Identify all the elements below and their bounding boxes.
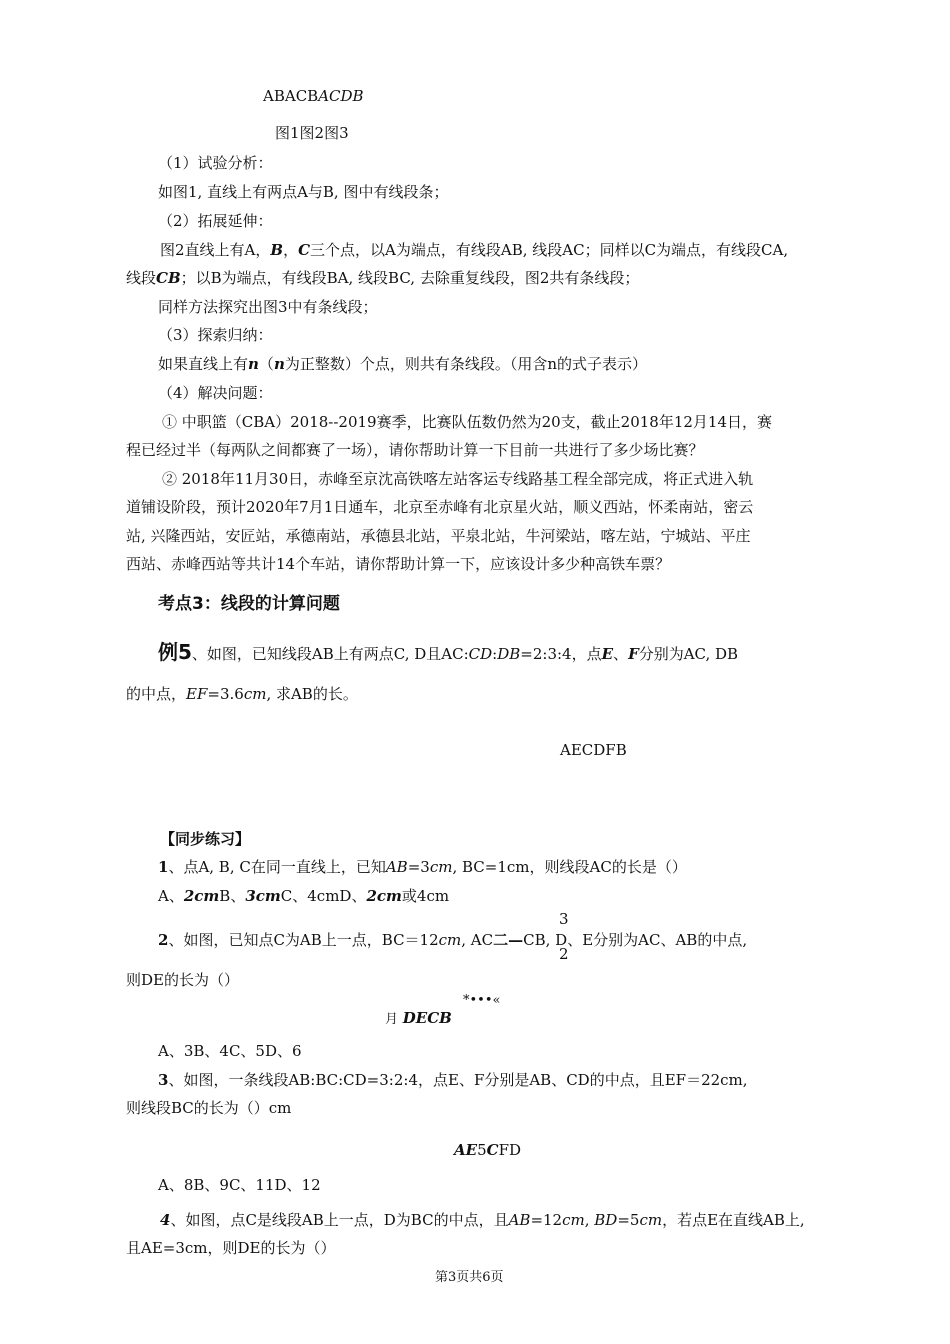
question-2-line1: ② 2018年11月30日，赤峰至京沈高铁喀左站客运专线路基工程全部完成，将正式进入轨	[162, 470, 754, 488]
text: 、点A, B, C在同一直线上，已知	[168, 858, 386, 876]
problem-2-frac-bottom: 2	[559, 945, 569, 963]
problem-number: 3	[158, 1071, 169, 1089]
page-footer: 第3页共6页	[435, 1270, 504, 1285]
text: =2:3:4，点	[520, 645, 602, 663]
text: 3cm	[245, 887, 281, 905]
text: 、如图，一条线段AB:BC:CD=3:2:4，点E、F分别是AB、CD的中点，且EF＝22cm,	[168, 1071, 748, 1089]
section-3-text	[158, 354, 647, 374]
problem-number: 2	[158, 931, 169, 949]
text: AB	[508, 1211, 531, 1229]
fig-labels-italic: ACDB	[318, 87, 364, 105]
sync-practice-title: 【同步练习】	[160, 830, 251, 848]
problem-2-figure-labels	[385, 1008, 452, 1030]
example-5-line1	[158, 642, 738, 664]
point-b: B	[270, 241, 284, 259]
text: FD	[498, 1141, 522, 1159]
text: （	[258, 355, 274, 373]
problem-4-line2: 且AE=3cm，则DE的长为（）	[126, 1239, 336, 1257]
var-n: n	[248, 355, 259, 373]
text: , BC=1cm，则线段AC的长是（）	[452, 858, 687, 876]
text: 5	[477, 1141, 487, 1159]
text: =12	[530, 1211, 563, 1229]
text: B、	[219, 887, 246, 905]
text: 线段	[126, 269, 157, 287]
text: cm	[562, 1211, 585, 1229]
problem-4	[160, 1210, 805, 1230]
text: 、如图，已知线段AB上有两点C, D且AC:	[191, 645, 469, 663]
problem-3	[158, 1070, 748, 1090]
text: CD	[468, 645, 493, 663]
text: EF	[186, 685, 208, 703]
text: 月	[385, 1012, 399, 1027]
question-1-line2: 程已经过半（每两队之间都赛了一场），请你帮助计算一下目前一共进行了多少场比赛？	[126, 441, 704, 459]
problem-2-options: A、3B、4C、5D、6	[158, 1042, 302, 1060]
text: 或4cm	[401, 887, 450, 905]
text: ，若点E在直线AB上,	[662, 1211, 805, 1229]
example-5-line2	[126, 684, 358, 704]
problem-3-line2: 则线段BC的长为（）cm	[126, 1099, 292, 1117]
var-n: n	[273, 355, 285, 373]
text: =3.6	[207, 685, 244, 703]
text: A、	[158, 887, 184, 905]
question-2-line2: 道铺设阶段，预计2020年7月1日通车，北京至赤峰有北京星火站，顺义西站，怀柔南站，密云	[126, 498, 754, 516]
kaodian-heading: 考点3：线段的计算问题	[158, 594, 340, 614]
text: CB, D、E分别为AC、AB的中点,	[523, 931, 748, 949]
problem-1-options	[158, 886, 449, 906]
figure-captions: 图1图2图3	[275, 124, 349, 142]
example-label: 例5	[158, 640, 192, 664]
text: 如果直线上有	[158, 355, 249, 373]
question-2-line4: 西站、赤峰西站等共计14个车站，请你帮助计算一下，应该设计多少种高铁车票？	[126, 555, 671, 573]
text: C、4cmD、	[280, 887, 367, 905]
text: 、	[613, 645, 629, 663]
section-1-heading: （1）试验分析：	[158, 154, 273, 172]
fig-labels-plain: ABACB	[263, 87, 319, 105]
text: =3	[407, 858, 430, 876]
text: cm	[438, 931, 462, 949]
text: 分别为AC, DB	[638, 645, 739, 663]
text: 2cm	[183, 887, 220, 905]
point-e: E	[601, 645, 614, 663]
section-4-heading: （4）解决问题：	[158, 384, 273, 402]
section-2-line3: 同样方法探究出图3中有条线段；	[158, 298, 378, 316]
text: , AC	[461, 931, 494, 949]
example-5-figure-labels: AECDFB	[560, 741, 627, 759]
text: DECB	[402, 1009, 452, 1027]
question-2-line3: 站, 兴隆西站，安匠站，承德南站，承德县北站，平泉北站，牛河梁站，喀左站，宁城站、平庄	[126, 527, 751, 545]
text: 、如图，已知点C为AB上一点，BC＝12	[168, 931, 439, 949]
text: AB	[385, 858, 408, 876]
text: =5	[617, 1211, 640, 1229]
text: BD	[594, 1211, 618, 1229]
text: DB	[497, 645, 521, 663]
text: ；以B为端点，有线段BA, 线段BC, 去除重复线段，图2共有条线段；	[180, 269, 640, 287]
text: ，	[283, 241, 299, 259]
text: :	[492, 645, 498, 663]
figure-labels-row1	[263, 86, 364, 106]
section-3-heading: （3）探索归纳：	[158, 326, 273, 344]
problem-3-options: A、8B、9C、11D、12	[158, 1176, 321, 1194]
text: cm	[639, 1211, 663, 1229]
problem-number: 1	[158, 858, 169, 876]
segment-cb: CB	[156, 269, 181, 287]
text: 三个点，以A为端点，有线段AB, 线段AC；同样以C为端点，有线段CA,	[310, 241, 789, 259]
text: 的中点，	[126, 685, 187, 703]
problem-3-figure-labels	[454, 1140, 521, 1160]
text: 为正整数）个点，则共有条线段。（用含n的式子表示）	[284, 355, 648, 373]
problem-number: 4	[160, 1211, 171, 1229]
text: , 求AB的长。	[266, 685, 358, 703]
text: cm	[243, 685, 267, 703]
text: AE	[454, 1141, 478, 1159]
section-2-line1	[160, 240, 788, 260]
problem-2-line2: 则DE的长为（）	[126, 971, 239, 989]
text: 图2直线上有A，	[160, 241, 271, 259]
text: ,	[584, 1211, 595, 1229]
section-2-line2	[126, 268, 639, 288]
question-1-line1: ① 中职篮（CBA）2018--2019赛季，比赛队伍数仍然为20支，截止2018年12月14日，赛	[162, 413, 773, 431]
text: 2cm	[366, 887, 402, 905]
point-f: F	[628, 645, 639, 663]
section-2-heading: （2）拓展延伸：	[158, 212, 273, 230]
text: C	[486, 1141, 499, 1159]
problem-2	[158, 930, 747, 950]
point-c: C	[298, 241, 311, 259]
problem-1	[158, 857, 687, 877]
problem-2-figure-marks: *•••«	[463, 993, 501, 1008]
problem-2-frac-top: 3	[559, 910, 569, 928]
section-1-text: 如图1, 直线上有两点A与B, 图中有线段条；	[158, 183, 449, 201]
text: 、如图，点C是线段AB上一点，D为BC的中点，且	[170, 1211, 509, 1229]
text: cm	[429, 858, 453, 876]
text: 二—	[493, 931, 524, 949]
